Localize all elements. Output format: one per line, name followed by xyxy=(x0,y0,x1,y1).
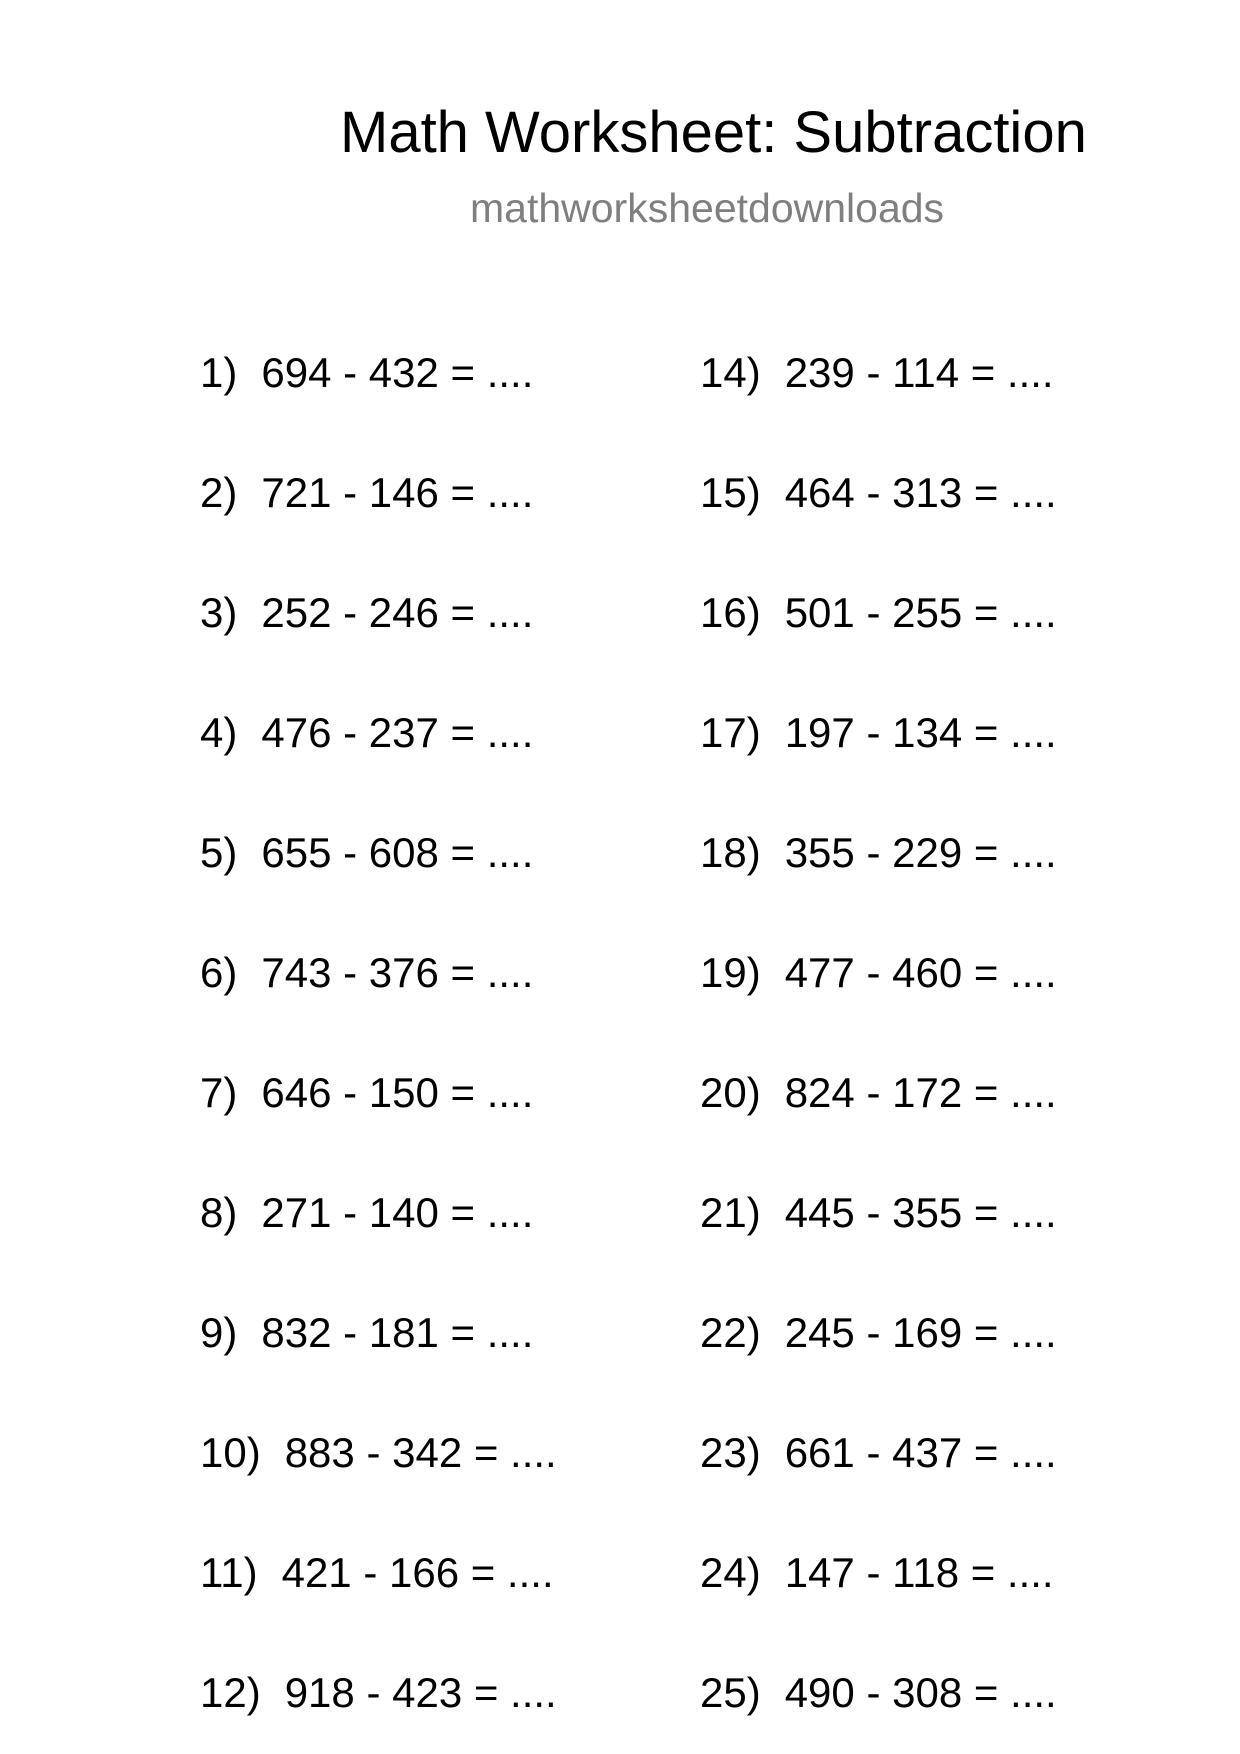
problem-number: 19) xyxy=(700,949,761,996)
problem-item xyxy=(200,828,533,878)
problem-number: 20) xyxy=(700,1069,761,1116)
problem-item xyxy=(700,1068,1057,1118)
problem-number: 3) xyxy=(200,589,238,636)
page-title: Math Worksheet: Subtraction xyxy=(340,100,1087,165)
problem-item xyxy=(200,1668,557,1718)
problem-number: 23) xyxy=(700,1429,761,1476)
problem-item xyxy=(700,348,1054,398)
problem-expression: 147 - 118 = .... xyxy=(784,1549,1054,1596)
problem-expression: 252 - 246 = .... xyxy=(261,589,534,636)
problem-number: 22) xyxy=(700,1309,761,1356)
problem-number: 18) xyxy=(700,829,761,876)
problem-number: 21) xyxy=(700,1189,761,1236)
problem-number: 7) xyxy=(200,1069,238,1116)
problem-expression: 918 - 423 = .... xyxy=(284,1669,557,1716)
problem-number: 24) xyxy=(700,1549,761,1596)
problem-number: 14) xyxy=(700,349,761,396)
problem-number: 12) xyxy=(200,1669,261,1716)
problem-expression: 197 - 134 = .... xyxy=(784,709,1057,756)
problem-item xyxy=(700,708,1057,758)
problem-expression: 832 - 181 = .... xyxy=(261,1309,534,1356)
problem-expression: 646 - 150 = .... xyxy=(261,1069,534,1116)
problem-number: 15) xyxy=(700,469,761,516)
problem-expression: 421 - 166 = .... xyxy=(281,1549,554,1596)
problem-number: 1) xyxy=(200,349,238,396)
problem-number: 11) xyxy=(200,1549,258,1596)
problem-expression: 355 - 229 = .... xyxy=(784,829,1057,876)
problem-item xyxy=(200,1308,533,1358)
problem-item xyxy=(700,1428,1057,1478)
problem-item xyxy=(200,708,533,758)
problem-expression: 464 - 313 = .... xyxy=(784,469,1057,516)
problem-item xyxy=(200,1188,533,1238)
problem-number: 4) xyxy=(200,709,238,756)
problem-item xyxy=(200,1068,533,1118)
problem-expression: 694 - 432 = .... xyxy=(261,349,534,396)
problem-number: 25) xyxy=(700,1669,761,1716)
problem-expression: 445 - 355 = .... xyxy=(784,1189,1057,1236)
problem-expression: 271 - 140 = .... xyxy=(261,1189,534,1236)
problem-item xyxy=(200,948,533,998)
problem-expression: 476 - 237 = .... xyxy=(261,709,534,756)
problem-expression: 501 - 255 = .... xyxy=(784,589,1057,636)
problem-expression: 883 - 342 = .... xyxy=(284,1429,557,1476)
problem-number: 10) xyxy=(200,1429,261,1476)
problem-item xyxy=(700,1188,1057,1238)
problem-expression: 824 - 172 = .... xyxy=(784,1069,1057,1116)
problem-expression: 721 - 146 = .... xyxy=(261,469,534,516)
problem-expression: 655 - 608 = .... xyxy=(261,829,534,876)
problem-expression: 490 - 308 = .... xyxy=(784,1669,1057,1716)
problem-item xyxy=(700,1668,1057,1718)
problem-item xyxy=(700,1308,1057,1358)
problem-item xyxy=(200,1428,557,1478)
problem-item xyxy=(700,468,1057,518)
problem-item xyxy=(700,948,1057,998)
problem-number: 2) xyxy=(200,469,238,516)
problem-number: 9) xyxy=(200,1309,238,1356)
problem-number: 6) xyxy=(200,949,238,996)
problem-expression: 245 - 169 = .... xyxy=(784,1309,1057,1356)
problem-number: 8) xyxy=(200,1189,238,1236)
problem-item xyxy=(200,348,533,398)
problem-expression: 743 - 376 = .... xyxy=(261,949,534,996)
problem-number: 5) xyxy=(200,829,238,876)
problem-item xyxy=(700,828,1057,878)
problem-item xyxy=(200,468,533,518)
problem-item xyxy=(200,1548,554,1598)
problem-item xyxy=(700,1548,1054,1598)
problem-expression: 477 - 460 = .... xyxy=(784,949,1057,996)
page-subtitle: mathworksheetdownloads xyxy=(470,185,945,231)
problem-item xyxy=(700,588,1057,638)
problem-item xyxy=(200,588,533,638)
problem-expression: 239 - 114 = .... xyxy=(784,349,1054,396)
problem-number: 17) xyxy=(700,709,761,756)
problem-number: 16) xyxy=(700,589,761,636)
problem-expression: 661 - 437 = .... xyxy=(784,1429,1057,1476)
